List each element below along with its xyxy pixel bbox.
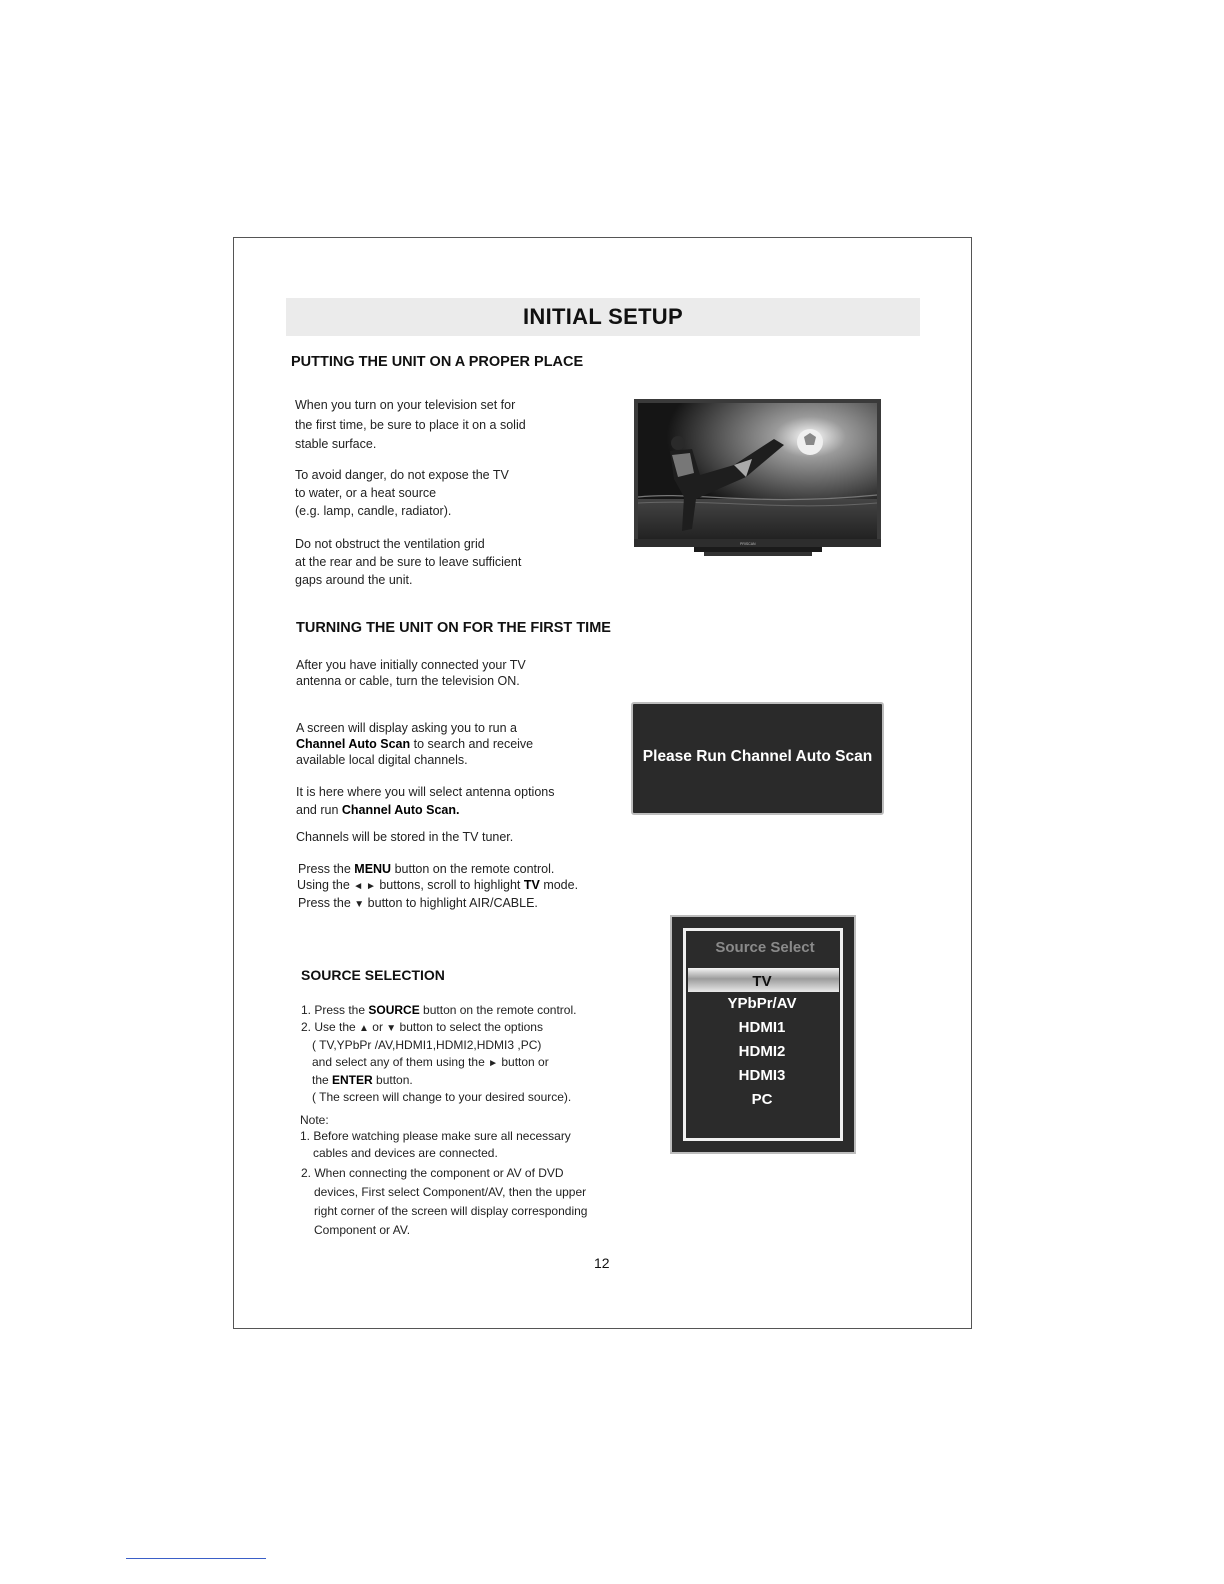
- text-line: It is here where you will select antenna options: [296, 785, 555, 799]
- text-span: or: [368, 1019, 387, 1034]
- note-1: [300, 1128, 571, 1161]
- text-line: the first time, be sure to place it on a solid: [295, 417, 526, 432]
- text-line: 1. Before watching please make sure all necessary: [300, 1129, 571, 1143]
- source-item-hdmi1: HDMI1: [738, 1019, 786, 1036]
- text-span: button to highlight AIR/CABLE.: [364, 896, 538, 910]
- source-item-pc: PC: [751, 1091, 773, 1108]
- text-line: stable surface.: [295, 437, 377, 451]
- bold-term: Channel Auto Scan.: [341, 803, 460, 817]
- page-title: INITIAL SETUP: [523, 304, 683, 329]
- text-span: and run: [296, 803, 342, 817]
- placement-paragraph-1: [295, 396, 526, 455]
- tv-brand-text: PRISCAN: [740, 542, 756, 546]
- footer-rule: [126, 1558, 266, 1559]
- text-line: [298, 895, 578, 913]
- channel-scan-screen: [631, 702, 884, 815]
- text-line: When you turn on your television set for: [295, 398, 516, 412]
- text-span: Using the: [297, 878, 354, 892]
- bold-term: ENTER: [332, 1073, 373, 1087]
- page-number: 12: [594, 1255, 610, 1271]
- text-span: button on the remote control.: [391, 862, 555, 876]
- bold-term: SOURCE: [368, 1003, 420, 1017]
- first-time-paragraph-4: Channels will be stored in the TV tuner.: [296, 830, 514, 844]
- menu-instructions: [298, 861, 578, 913]
- text-span: 2. Use the: [301, 1019, 360, 1034]
- source-item-hdmi2: HDMI2: [738, 1043, 786, 1060]
- text-line: antenna or cable, turn the television ON.: [296, 674, 520, 688]
- source-item-hdmi3: HDMI3: [738, 1067, 786, 1084]
- text-line: to water, or a heat source: [295, 486, 437, 500]
- text-span: button on the remote control.: [419, 1003, 577, 1017]
- heading-source: SOURCE SELECTION: [301, 967, 445, 983]
- text-line: ( The screen will change to your desired source).: [312, 1089, 572, 1104]
- text-line: [301, 1002, 576, 1019]
- text-span: button or: [498, 1054, 549, 1069]
- text-line: A screen will display asking you to run a: [296, 721, 517, 735]
- text-line: available local digital channels.: [296, 753, 468, 767]
- down-arrow-icon: ▼: [386, 1022, 397, 1034]
- placement-paragraph-2: [295, 466, 509, 520]
- bold-term: MENU: [354, 862, 392, 876]
- text-line: [312, 1072, 576, 1089]
- text-line: cables and devices are connected.: [313, 1145, 498, 1160]
- source-item-tv: TV: [752, 973, 772, 990]
- source-item-ypbpr-av: YPbPr/AV: [727, 995, 797, 1012]
- text-line: (e.g. lamp, candle, radiator).: [295, 504, 452, 518]
- text-span: button to select the options: [396, 1019, 543, 1034]
- text-span: Press the: [298, 896, 355, 910]
- text-line: Do not obstruct the ventilation grid: [295, 537, 485, 551]
- text-span: and select any of them using the: [312, 1054, 489, 1069]
- heading-first-time: TURNING THE UNIT ON FOR THE FIRST TIME: [296, 620, 611, 636]
- text-line: devices, First select Component/AV, then the upper: [314, 1185, 587, 1199]
- source-instructions: [301, 1002, 576, 1105]
- text-line: at the rear and be sure to leave sufficient: [295, 555, 522, 569]
- note-label: Note:: [300, 1113, 329, 1127]
- title-bar: [286, 298, 920, 336]
- text-line: After you have initially connected your TV: [296, 658, 526, 672]
- right-arrow-icon: ►: [488, 1057, 499, 1069]
- down-arrow-icon: ▼: [354, 899, 365, 910]
- text-line: 2. When connecting the component or AV of DVD: [301, 1166, 564, 1180]
- text-line: [298, 861, 578, 877]
- text-line: Component or AV.: [314, 1223, 411, 1237]
- bold-term: Channel Auto Scan: [296, 737, 411, 751]
- note-2: [301, 1164, 587, 1240]
- first-time-paragraph-3: [296, 783, 554, 819]
- first-time-paragraph-2: [296, 720, 533, 768]
- text-line: [296, 736, 533, 752]
- text-line: To avoid danger, do not expose the TV: [295, 468, 509, 482]
- left-right-arrow-icon: ◄ ►: [353, 881, 376, 892]
- text-line: [296, 801, 554, 819]
- text-span: button.: [372, 1073, 413, 1087]
- tv-photo-image: [634, 399, 881, 557]
- text-line: [297, 877, 578, 895]
- text-span: Press the: [298, 862, 355, 876]
- text-line: gaps around the unit.: [295, 573, 413, 587]
- text-span: to search and receive: [410, 737, 534, 751]
- text-span: buttons, scroll to highlight: [375, 878, 524, 892]
- text-span: 1. Press the: [301, 1003, 369, 1017]
- placement-paragraph-3: [295, 535, 521, 589]
- text-line: [301, 1019, 576, 1038]
- bold-term: TV: [523, 878, 540, 892]
- text-line: right corner of the screen will display corresponding: [314, 1204, 588, 1218]
- text-span: mode.: [539, 878, 579, 892]
- heading-placement: PUTTING THE UNIT ON A PROPER PLACE: [291, 354, 584, 370]
- up-arrow-icon: ▲: [359, 1022, 369, 1034]
- scan-screen-text: Please Run Channel Auto Scan: [642, 748, 873, 765]
- source-select-title: Source Select: [715, 939, 815, 956]
- text-line: [312, 1054, 576, 1073]
- first-time-paragraph-1: [296, 657, 526, 689]
- text-line: ( TV,YPbPr /AV,HDMI1,HDMI2,HDMI3 ,PC): [312, 1038, 542, 1052]
- text-span: the: [312, 1073, 333, 1087]
